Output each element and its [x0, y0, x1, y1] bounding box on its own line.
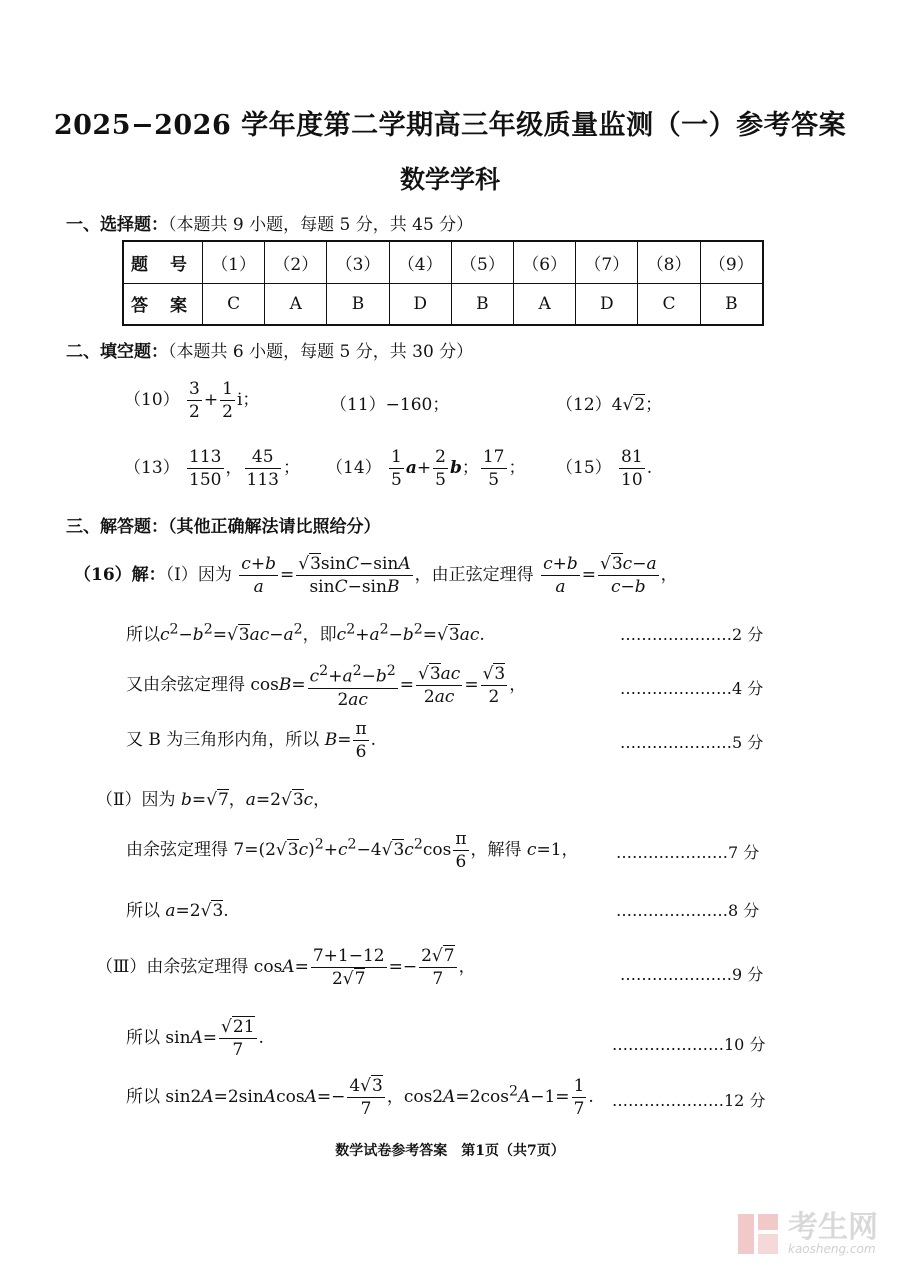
q16-part1-line2: 所以$c^2-b^2=√3ac-a^2$，即$c^2+a^2-b^2=√3ac$.: [126, 621, 485, 645]
denominator: 10: [621, 470, 643, 490]
watermark: [736, 1212, 878, 1256]
fraction: $\frac{c+b}{a}$: [241, 554, 276, 597]
answer-tail: ；: [645, 395, 663, 415]
watermark-cn: 考生网: [788, 1210, 878, 1245]
fraction: $\frac{√3ac}{2ac}$: [418, 663, 461, 707]
text: ，即: [302, 625, 337, 645]
fraction: [481, 446, 507, 491]
fraction: $\frac{4√3}{7}$: [349, 1076, 383, 1119]
text: （Ⅲ）由余弦定理得: [96, 957, 249, 977]
choice-answer-table: [122, 240, 764, 326]
q16-head: （16）解：: [74, 565, 166, 585]
fraction: $\frac{7+1-12}{2√7}$: [312, 946, 385, 989]
section2-note: （本题共 6 小题，每题 5 分，共 30 分）: [168, 342, 474, 362]
answer-q10: （10） $\frac{3}{2}$ + $\frac{1}{2}$ i；: [124, 379, 260, 422]
row1-header: 题 号: [123, 241, 203, 283]
numerator: 1: [391, 447, 402, 467]
table-cell: （6）: [514, 241, 576, 283]
numerator: 1: [222, 379, 233, 399]
score-8: …………………8 分: [616, 901, 760, 920]
subject-title: 数学学科: [399, 165, 500, 194]
fraction: [220, 378, 235, 423]
fraction: $\frac{√3}{2}$: [482, 663, 506, 707]
section3-heading: 三、解答题：（其他正确解法请比照给分）: [66, 517, 381, 537]
fraction: $\frac{c^2+a^2-b^2}{2ac}$: [308, 660, 398, 711]
answer-q11: [330, 390, 449, 415]
watermark-en: kaosheng.com: [788, 1242, 876, 1256]
q16-part1-line4: 又 B 为三角形内角，所以 B= $\frac{\pi}{6}$ .: [126, 719, 377, 762]
table-cell: D: [389, 283, 451, 325]
score-2: …………………2 分: [620, 625, 764, 644]
section2-label: 二、填空题：: [66, 342, 168, 362]
score-5: …………………5 分: [620, 733, 764, 752]
q16-part3-line1: （Ⅲ）由余弦定理得 cosA= $\frac{7+1-12}{2√7}$ =− $\frac{2√7}{7}$ ，: [96, 946, 476, 989]
text: ，解得: [470, 840, 522, 860]
answer-q13: （13） $\frac{113}{150}$ ， $\frac{45}{113}$ ；: [124, 447, 300, 490]
table-cell: B: [700, 283, 763, 325]
table-cell: C: [638, 283, 700, 325]
section1-label: 一、选择题：: [66, 215, 168, 235]
fraction: [619, 446, 645, 491]
table-row: [123, 241, 763, 283]
table-cell: C: [203, 283, 265, 325]
table-cell: B: [451, 283, 513, 325]
answer-tail: i；: [236, 390, 260, 410]
q-number: （13）: [124, 458, 180, 478]
section1-note: （本题共 9 小题，每题 5 分，共 45 分）: [168, 215, 474, 235]
table-cell: D: [576, 283, 638, 325]
table-cell: （8）: [638, 241, 700, 283]
table-row: [123, 283, 763, 325]
q-number: （12）: [556, 395, 612, 415]
kaosheng-logo-icon: [736, 1212, 780, 1256]
fraction: [187, 378, 202, 423]
table-cell: （5）: [451, 241, 513, 283]
fraction: [245, 446, 281, 491]
table-cell: B: [327, 283, 389, 325]
fraction: $\frac{2√7}{7}$: [421, 946, 455, 989]
numerator: 81: [621, 447, 643, 467]
numerator: 113: [189, 447, 222, 467]
table-cell: （3）: [327, 241, 389, 283]
section2-heading: [66, 337, 473, 362]
table-cell: （9）: [700, 241, 763, 283]
text: 所以: [126, 901, 160, 921]
table-cell: A: [265, 283, 327, 325]
text: 所以: [126, 1028, 160, 1048]
table-cell: （1）: [203, 241, 265, 283]
denominator: 2: [189, 402, 200, 422]
text: （Ⅰ）因为: [165, 565, 232, 585]
denominator: 5: [488, 470, 500, 490]
fraction: [433, 446, 448, 491]
q16-part1-line3: 又由余弦定理得 cosB= $\frac{c^2+a^2-b^2}{2ac}$ = $\frac{√3ac}{2ac}$ = $\frac{√3}{2}$ ，: [126, 660, 526, 711]
numerator: 45: [245, 446, 281, 469]
denominator: 113: [246, 470, 279, 490]
text: ，由正弦定理得: [414, 565, 534, 585]
score-12: …………………12 分: [612, 1091, 766, 1110]
denominator: 5: [435, 470, 446, 490]
denominator: 5: [391, 470, 402, 490]
section1-heading: [66, 210, 473, 235]
radicand: 2: [634, 395, 646, 415]
q-number: （10）: [124, 390, 180, 410]
text: （Ⅱ）因为: [96, 790, 176, 810]
answer-q12: （12）4√2；: [556, 395, 663, 415]
score-7: …………………7 分: [616, 843, 760, 862]
fraction: $\frac{\pi}{6}$: [355, 719, 367, 762]
q16-part2-line1: （Ⅱ）因为 b=√7，a=2√3c，: [96, 790, 331, 810]
q-number: （15）: [556, 458, 612, 478]
table-cell: （4）: [389, 241, 451, 283]
text: 又 B 为三角形内角，所以: [126, 730, 320, 750]
answer-value: 4: [611, 395, 623, 415]
q16-part1-line1: （16）解：（Ⅰ）因为 $\frac{c+b}{a}$ = $\frac{√3\sin C-\sin A}{\sin C-\sin B}$ ，由正弦定理得 $\frac{c+b}{a}$ = $\frac{√3c-a}{c-b}$ ，: [74, 554, 678, 597]
page-title: 2025−2026 学年度第二学期高三年级质量监测（一）参考答案: [53, 110, 847, 141]
fraction: $\frac{\pi}{6}$: [455, 829, 467, 872]
q-number: （11）: [330, 395, 386, 415]
fraction: $\frac{√21}{7}$: [221, 1017, 255, 1060]
fraction: [389, 446, 404, 491]
fraction: [187, 446, 223, 491]
text: 所以: [126, 1087, 160, 1107]
score-10: …………………10 分: [612, 1035, 766, 1054]
denominator: 150: [189, 470, 222, 490]
q16-part3-line2: 所以 sinA= $\frac{√21}{7}$ .: [126, 1017, 264, 1060]
fraction: $\frac{√3\sin C-\sin A}{\sin C-\sin B}$: [298, 554, 411, 597]
q16-part3-line3: 所以 sin2A=2sinAcosA=− $\frac{4√3}{7}$ ，$\cos 2A=2\cos^2A-1=$ $\frac{1}{7}$ .: [126, 1076, 594, 1119]
numerator: 3: [189, 379, 200, 399]
answer-q14: （14） $\frac{1}{5}$ a+ $\frac{2}{5}$ b； $\frac{17}{5}$ ；: [326, 447, 526, 490]
fraction: $\frac{c+b}{a}$: [543, 554, 578, 597]
answer-q15: （15） $\frac{81}{10}$ .: [556, 447, 653, 490]
text: 所以: [126, 625, 160, 645]
row2-header: 答 案: [123, 283, 203, 325]
q-number: （14）: [326, 458, 382, 478]
text: 又由余弦定理得: [126, 674, 245, 695]
page-footer: 数学试卷参考答案 第1页（共7页）: [335, 1143, 565, 1159]
table-cell: （7）: [576, 241, 638, 283]
numerator: 17: [482, 447, 505, 467]
score-9: …………………9 分: [620, 965, 764, 984]
text: 由余弦定理得: [126, 840, 228, 860]
numerator: 2: [435, 447, 446, 467]
fraction: $\frac{√3c-a}{c-b}$: [600, 554, 657, 597]
score-4: …………………4 分: [620, 679, 764, 698]
table-cell: A: [514, 283, 576, 325]
table-cell: （2）: [265, 241, 327, 283]
answer-value: −160；: [385, 395, 450, 415]
q16-part2-line2: 由余弦定理得 $7=(2√3c)^2+c^2-4√3c^2\cos$ $\frac{\pi}{6}$ ，解得 c=1，: [126, 829, 579, 872]
q16-part2-line3: 所以 a=2√3.: [126, 901, 229, 921]
fraction: $\frac{1}{7}$: [573, 1076, 585, 1119]
denominator: 2: [222, 402, 233, 422]
